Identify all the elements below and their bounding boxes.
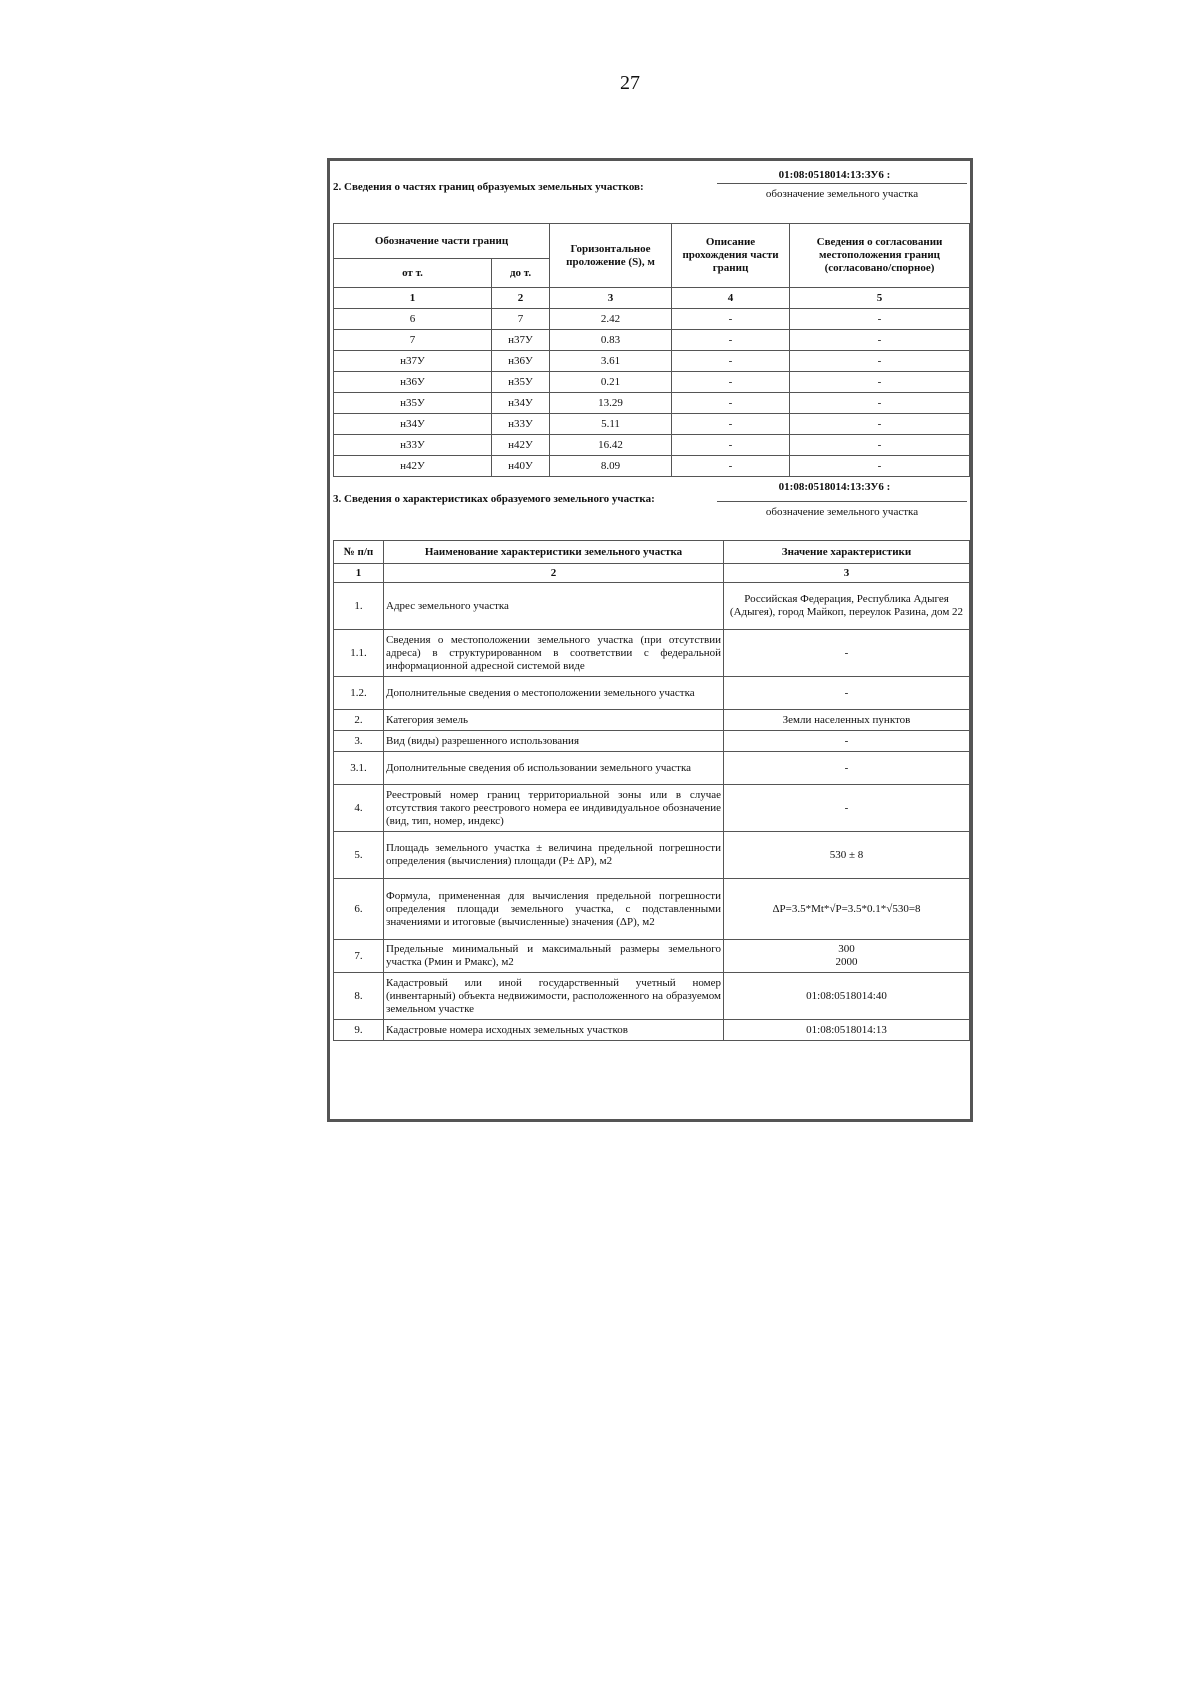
table-cell: н40У <box>492 456 550 477</box>
characteristic-value: Земли населенных пунктов <box>724 710 970 731</box>
col-number: 2 <box>384 564 724 583</box>
characteristic-name: Сведения о местоположении земельного участка (при отсутствии адреса) в структурированном в соответствии с федеральной информационной адресной системой виде <box>384 630 724 677</box>
header-from: от т. <box>334 259 492 288</box>
table-row <box>334 583 970 630</box>
characteristic-value: 300 2000 <box>724 940 970 973</box>
row-number: 3.1. <box>334 752 384 785</box>
section3-title: 3. Сведения о характеристиках образуемого земельного участка: <box>333 493 655 505</box>
header-to: до т. <box>492 259 550 288</box>
header-description: Описание прохождения части границ <box>672 224 790 288</box>
table-row <box>334 785 970 832</box>
table-cell: - <box>790 414 970 435</box>
row-number: 5. <box>334 832 384 879</box>
row-number: 8. <box>334 973 384 1020</box>
page-number: 27 <box>620 72 640 94</box>
boundary-parts-table <box>333 223 970 477</box>
table-cell: - <box>790 351 970 372</box>
table-cell: - <box>672 393 790 414</box>
characteristic-name: Кадастровые номера исходных земельных участков <box>384 1020 724 1041</box>
column-numbers-row <box>334 564 970 583</box>
characteristic-name: Дополнительные сведения о местоположении земельного участка <box>384 677 724 710</box>
table-cell: 6 <box>334 309 492 330</box>
characteristic-value: 01:08:0518014:40 <box>724 973 970 1020</box>
table-cell: н37У <box>492 330 550 351</box>
table-row <box>334 973 970 1020</box>
table-cell: 3.61 <box>550 351 672 372</box>
section2-parcel-code: 01:08:0518014:13:ЗУ6 : <box>778 169 891 181</box>
col-number: 3 <box>724 564 970 583</box>
table-row <box>334 630 970 677</box>
table-cell: н42У <box>492 435 550 456</box>
table-cell: - <box>672 435 790 456</box>
section2-title: 2. Сведения о частях границ образуемых земельных участков: <box>333 181 644 193</box>
table-cell: 5.11 <box>550 414 672 435</box>
table-cell: - <box>790 456 970 477</box>
characteristics-table <box>333 540 970 1041</box>
table-cell: - <box>672 456 790 477</box>
characteristic-value: - <box>724 752 970 785</box>
table-cell: н34У <box>492 393 550 414</box>
table-row <box>334 309 970 330</box>
table-cell: 7 <box>334 330 492 351</box>
table-cell: 0.83 <box>550 330 672 351</box>
characteristic-name: Адрес земельного участка <box>384 583 724 630</box>
characteristic-name: Предельные минимальный и максимальный размеры земельного участка (Pмин и Pмакс), м2 <box>384 940 724 973</box>
document-frame <box>327 158 973 1122</box>
header-agreement: Сведения о согласовании местоположения границ (согласовано/спорное) <box>790 224 970 288</box>
table-cell: н33У <box>492 414 550 435</box>
section2-parcel-hint: обозначение земельного участка <box>717 183 967 200</box>
table-cell: - <box>790 435 970 456</box>
characteristic-value: 01:08:0518014:13 <box>724 1020 970 1041</box>
table-row <box>334 677 970 710</box>
row-number: 1.2. <box>334 677 384 710</box>
header-num: № п/п <box>334 541 384 564</box>
header-horizontal: Горизонтальное проложение (S), м <box>550 224 672 288</box>
table-cell: н33У <box>334 435 492 456</box>
table-cell: - <box>790 330 970 351</box>
table-cell: - <box>672 309 790 330</box>
section3-parcel-code: 01:08:0518014:13:ЗУ6 : <box>778 481 891 493</box>
row-number: 9. <box>334 1020 384 1041</box>
column-numbers-row <box>334 288 970 309</box>
characteristic-name: Площадь земельного участка ± величина предельной погрешности определения (вычисления) площади (P± ΔP), м2 <box>384 832 724 879</box>
table-header-row <box>334 224 970 259</box>
table-row <box>334 752 970 785</box>
characteristic-value: - <box>724 677 970 710</box>
table-row <box>334 435 970 456</box>
table-cell: 7 <box>492 309 550 330</box>
table-cell: - <box>790 372 970 393</box>
characteristic-value: ΔP=3.5*Mt*√P=3.5*0.1*√530=8 <box>724 879 970 940</box>
table-row <box>334 330 970 351</box>
table-cell: 8.09 <box>550 456 672 477</box>
table-cell: н42У <box>334 456 492 477</box>
row-number: 4. <box>334 785 384 832</box>
table-row <box>334 393 970 414</box>
characteristic-value: - <box>724 630 970 677</box>
characteristic-value: - <box>724 785 970 832</box>
section3-parcel-hint: обозначение земельного участка <box>717 501 967 518</box>
table-row <box>334 731 970 752</box>
table-cell: н37У <box>334 351 492 372</box>
table-row <box>334 879 970 940</box>
table-cell: 16.42 <box>550 435 672 456</box>
col-number: 4 <box>672 288 790 309</box>
section2-header <box>333 167 967 223</box>
header-part-designation: Обозначение части границ <box>334 224 550 259</box>
table-row <box>334 940 970 973</box>
header-name: Наименование характеристики земельного участка <box>384 541 724 564</box>
table-cell: н34У <box>334 414 492 435</box>
characteristic-value: Российская Федерация, Республика Адыгея (Адыгея), город Майкоп, переулок Разина, дом 22 <box>724 583 970 630</box>
col-number: 2 <box>492 288 550 309</box>
characteristic-name: Дополнительные сведения об использовании земельного участка <box>384 752 724 785</box>
table-row <box>334 351 970 372</box>
characteristic-name: Вид (виды) разрешенного использования <box>384 731 724 752</box>
table-cell: - <box>672 372 790 393</box>
table-cell: 0.21 <box>550 372 672 393</box>
characteristic-name: Категория земель <box>384 710 724 731</box>
characteristic-name: Реестровый номер границ территориальной зоны или в случае отсутствия такого реестрового номера ее индивидуальное обозначение (вид, тип, номер, индекс) <box>384 785 724 832</box>
header-value: Значение характеристики <box>724 541 970 564</box>
table-cell: - <box>672 414 790 435</box>
table-row <box>334 710 970 731</box>
table-cell: н35У <box>334 393 492 414</box>
row-number: 3. <box>334 731 384 752</box>
characteristic-value: - <box>724 731 970 752</box>
row-number: 6. <box>334 879 384 940</box>
row-number: 7. <box>334 940 384 973</box>
table-cell: - <box>672 330 790 351</box>
table-cell: 13.29 <box>550 393 672 414</box>
section3-header <box>333 479 967 539</box>
table-cell: н36У <box>492 351 550 372</box>
characteristic-name: Кадастровый или иной государственный учетный номер (инвентарный) объекта недвижимости, расположенного на образуемом земельном участке <box>384 973 724 1020</box>
table-cell: 2.42 <box>550 309 672 330</box>
table-header-row <box>334 541 970 564</box>
characteristic-value: 530 ± 8 <box>724 832 970 879</box>
col-number: 3 <box>550 288 672 309</box>
table-row <box>334 372 970 393</box>
table-cell: н36У <box>334 372 492 393</box>
col-number: 1 <box>334 288 492 309</box>
row-number: 2. <box>334 710 384 731</box>
characteristic-name: Формула, примененная для вычисления предельной погрешности определения площади земельного участка, с подставленными значениями и итоговые (вычисленные) значения (ΔP), м2 <box>384 879 724 940</box>
col-number: 5 <box>790 288 970 309</box>
table-row <box>334 1020 970 1041</box>
table-row <box>334 832 970 879</box>
table-cell: - <box>790 393 970 414</box>
row-number: 1.1. <box>334 630 384 677</box>
table-cell: - <box>672 351 790 372</box>
col-number: 1 <box>334 564 384 583</box>
table-cell: - <box>790 309 970 330</box>
table-cell: н35У <box>492 372 550 393</box>
row-number: 1. <box>334 583 384 630</box>
table-row <box>334 456 970 477</box>
table-row <box>334 414 970 435</box>
